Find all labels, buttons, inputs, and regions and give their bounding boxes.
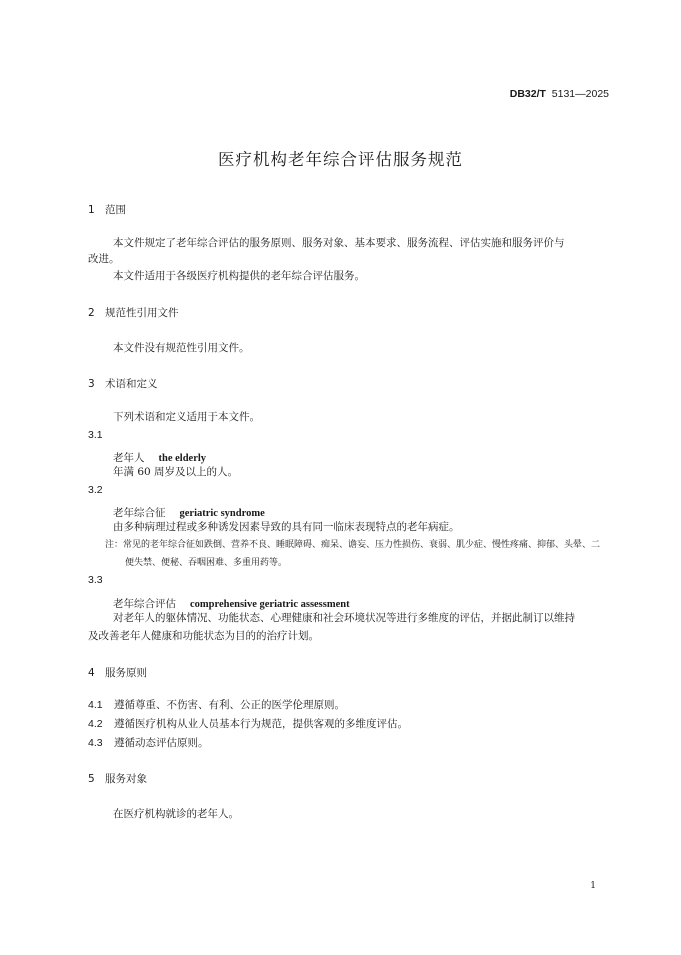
page-number: 1 — [590, 881, 596, 891]
term-3-3-title: 老年综合评估 comprehensive geriatric assessment — [113, 598, 350, 610]
document-title: 医疗机构老年综合评估服务规范 — [218, 150, 463, 169]
term-3-3-definition-line-2: 及改善老年人健康和功能状态为目的的治疗计划。 — [88, 630, 319, 642]
section-5-heading: 5 服务对象 — [88, 773, 147, 785]
term-3-2-number: 3.2 — [88, 484, 103, 496]
term-3-2-definition: 由多种病理过程或多种诱发因素导致的具有同一临床表现特点的老年病症。 — [113, 521, 460, 533]
term-3-2-note-line-1: 注：常见的老年综合征如跌倒、营养不良、睡眠障碍、痴呆、谵妄、压力性损伤、衰弱、肌少症、慢性疼痛、抑郁、头晕、二 — [105, 540, 601, 550]
standard-number: DB32/T 5131—2025 — [509, 88, 609, 100]
principle-item: 4.2 遵循医疗机构从业人员基本行为规范，提供客观的多维度评估。 — [88, 718, 408, 730]
section-3-intro: 下列术语和定义适用于本文件。 — [113, 411, 260, 423]
term-3-2-note-line-2: 便失禁、便秘、吞咽困难、多重用药等。 — [125, 558, 288, 568]
term-3-1-number: 3.1 — [88, 429, 103, 441]
principle-item: 4.3 遵循动态评估原则。 — [88, 737, 209, 749]
term-3-3-number: 3.3 — [88, 574, 103, 586]
section-4-heading: 4 服务原则 — [88, 667, 147, 679]
principle-item: 4.1 遵循尊重、不伤害、有利、公正的医学伦理原则。 — [88, 699, 345, 711]
term-3-1-definition: 年满 60 周岁及以上的人。 — [113, 466, 239, 478]
section-1-heading: 1 范围 — [88, 204, 126, 216]
section-5-paragraph: 在医疗机构就诊的老年人。 — [113, 808, 239, 820]
term-3-2-title: 老年综合征 geriatric syndrome — [113, 507, 265, 519]
term-3-1-title: 老年人 the elderly — [113, 452, 207, 464]
term-3-3-definition-line-1: 对老年人的躯体情况、功能状态、心理健康和社会环境状况等进行多维度的评估，并据此制订以维持 — [113, 612, 575, 624]
section-2-paragraph: 本文件没有规范性引用文件。 — [113, 342, 250, 354]
section-2-heading: 2 规范性引用文件 — [88, 307, 179, 319]
section-3-heading: 3 术语和定义 — [88, 378, 158, 390]
section-1-paragraph-2: 本文件适用于各级医疗机构提供的老年综合评估服务。 — [113, 270, 365, 282]
section-1-paragraph-1a: 本文件规定了老年综合评估的服务原则、服务对象、基本要求、服务流程、评估实施和服务评价与 — [113, 237, 565, 249]
section-1-paragraph-1b: 改进。 — [88, 253, 120, 265]
